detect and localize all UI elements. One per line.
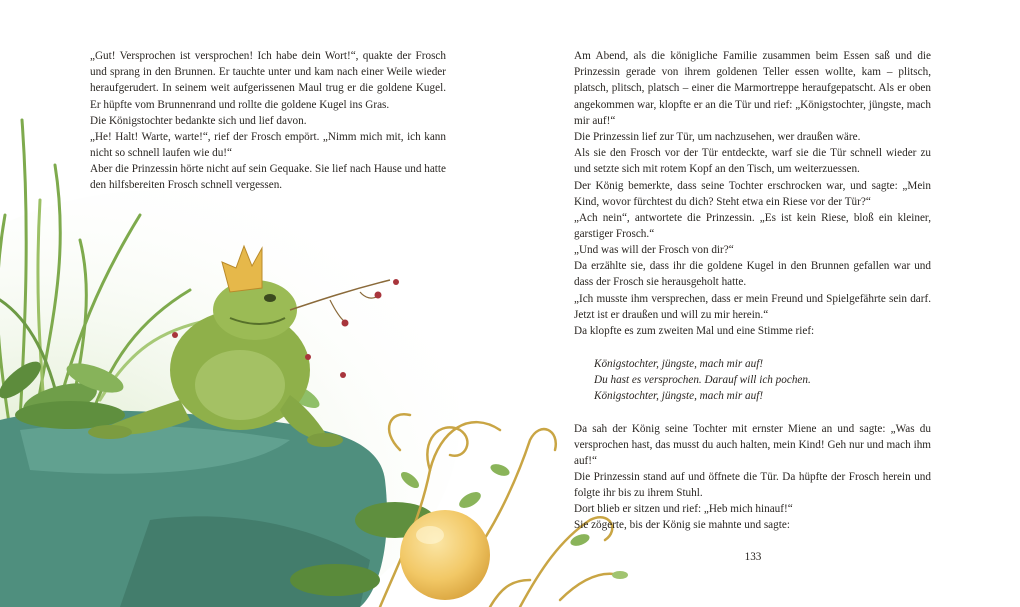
left-paragraph-3: „He! Halt! Warte, warte!“, rief der Frosch empört. „Nimm mich mit, ich kann nicht so schnell laufen wie du!“	[90, 131, 446, 160]
right-paragraph-12: Dort blieb er sitzen und rief: „Heb mich hinauf!“	[574, 503, 793, 515]
right-paragraph-11: Die Prinzessin stand auf und öffnete die Tür. Da hüpfte der Frosch herein und folgte ihr bis zu ihrem Stuhl.	[574, 471, 931, 500]
verse-line-1: Königstochter, jüngste, mach mir auf!	[594, 358, 764, 370]
left-paragraph-4: Aber die Prinzessin hörte nicht auf sein Gequake. Sie lief nach Hause und hatte den hilfsbereiten Frosch schnell vergessen.	[90, 163, 446, 192]
right-paragraph-6: „Und was will der Frosch von dir?“	[574, 244, 734, 256]
verse-line-3: Königstochter, jüngste, mach mir auf!	[594, 390, 764, 402]
frog-prince-illustration	[0, 100, 650, 607]
left-paragraph-2: Die Königstochter bedankte sich und lief davon.	[90, 115, 307, 127]
right-paragraph-9: Da klopfte es zum zweiten Mal und eine Stimme rief:	[574, 325, 815, 337]
right-paragraph-5: „Ach nein“, antwortete die Prinzessin. „Es ist kein Riese, bloß ein kleiner, garstiger Frosch.“	[574, 212, 931, 241]
left-paragraph-1: „Gut! Versprochen ist versprochen! Ich habe dein Wort!“, quakte der Frosch und sprang in den Brunnen. Er tauchte unter und kam nach einer Weile wieder heraufgerudert. In seinem weit aufgerissenen Maul trug er die goldene Kugel. Er hüpfte vom Brunnenrand und rollte die goldene Kugel ins Gras.	[90, 50, 446, 111]
golden-ball	[400, 510, 490, 600]
right-paragraph-7: Da erzählte sie, dass ihr die goldene Kugel in den Brunnen gefallen war und dass der Frosch sie herausgeholt hatte.	[574, 260, 931, 289]
golden-ball-shine	[416, 526, 444, 544]
verse-line-2: Du hast es versprochen. Darauf will ich pochen.	[594, 374, 811, 386]
right-paragraph-8: „Ich musste ihm versprechen, dass er mein Freund und Spielgefährte sein darf. Jetzt ist er draußen und will zu mir herein.“	[574, 293, 931, 322]
right-paragraph-13: Sie zögerte, bis der König sie mahnte und sagte:	[574, 519, 790, 531]
right-paragraph-4: Der König bemerkte, dass seine Tochter erschrocken war, und sagte: „Mein Kind, wovor fürchtest du dich? Steht etwa ein Riese vor der Tür?“	[574, 180, 931, 209]
page-number: 133	[744, 551, 762, 563]
right-paragraph-2: Die Prinzessin lief zur Tür, um nachzusehen, wer draußen wäre.	[574, 131, 861, 143]
right-paragraph-10: Da sah der König seine Tochter mit ernster Miene an und sagte: „Was du versprochen hast, das musst du auch halten, mein Kind! Geh nur und mach ihm auf!“	[574, 423, 931, 468]
right-paragraph-1: Am Abend, als die königliche Familie zusammen beim Essen saß und die Prinzessin gerade von ihrem goldenen Teller essen wollte, kam – plitsch, platsch, plitsch, platsch – einer die Marmortreppe heraufgepatscht. Als er oben angekommen war, klopfte er an die Tür und rief: „Königstochter, jüngste, mach mir auf!“	[574, 50, 931, 127]
right-paragraph-3: Als sie den Frosch vor der Tür entdeckte, warf sie die Tür schnell wieder zu und setzte sich mit rotem Kopf an den Tisch, um weiterzuessen.	[574, 147, 931, 176]
